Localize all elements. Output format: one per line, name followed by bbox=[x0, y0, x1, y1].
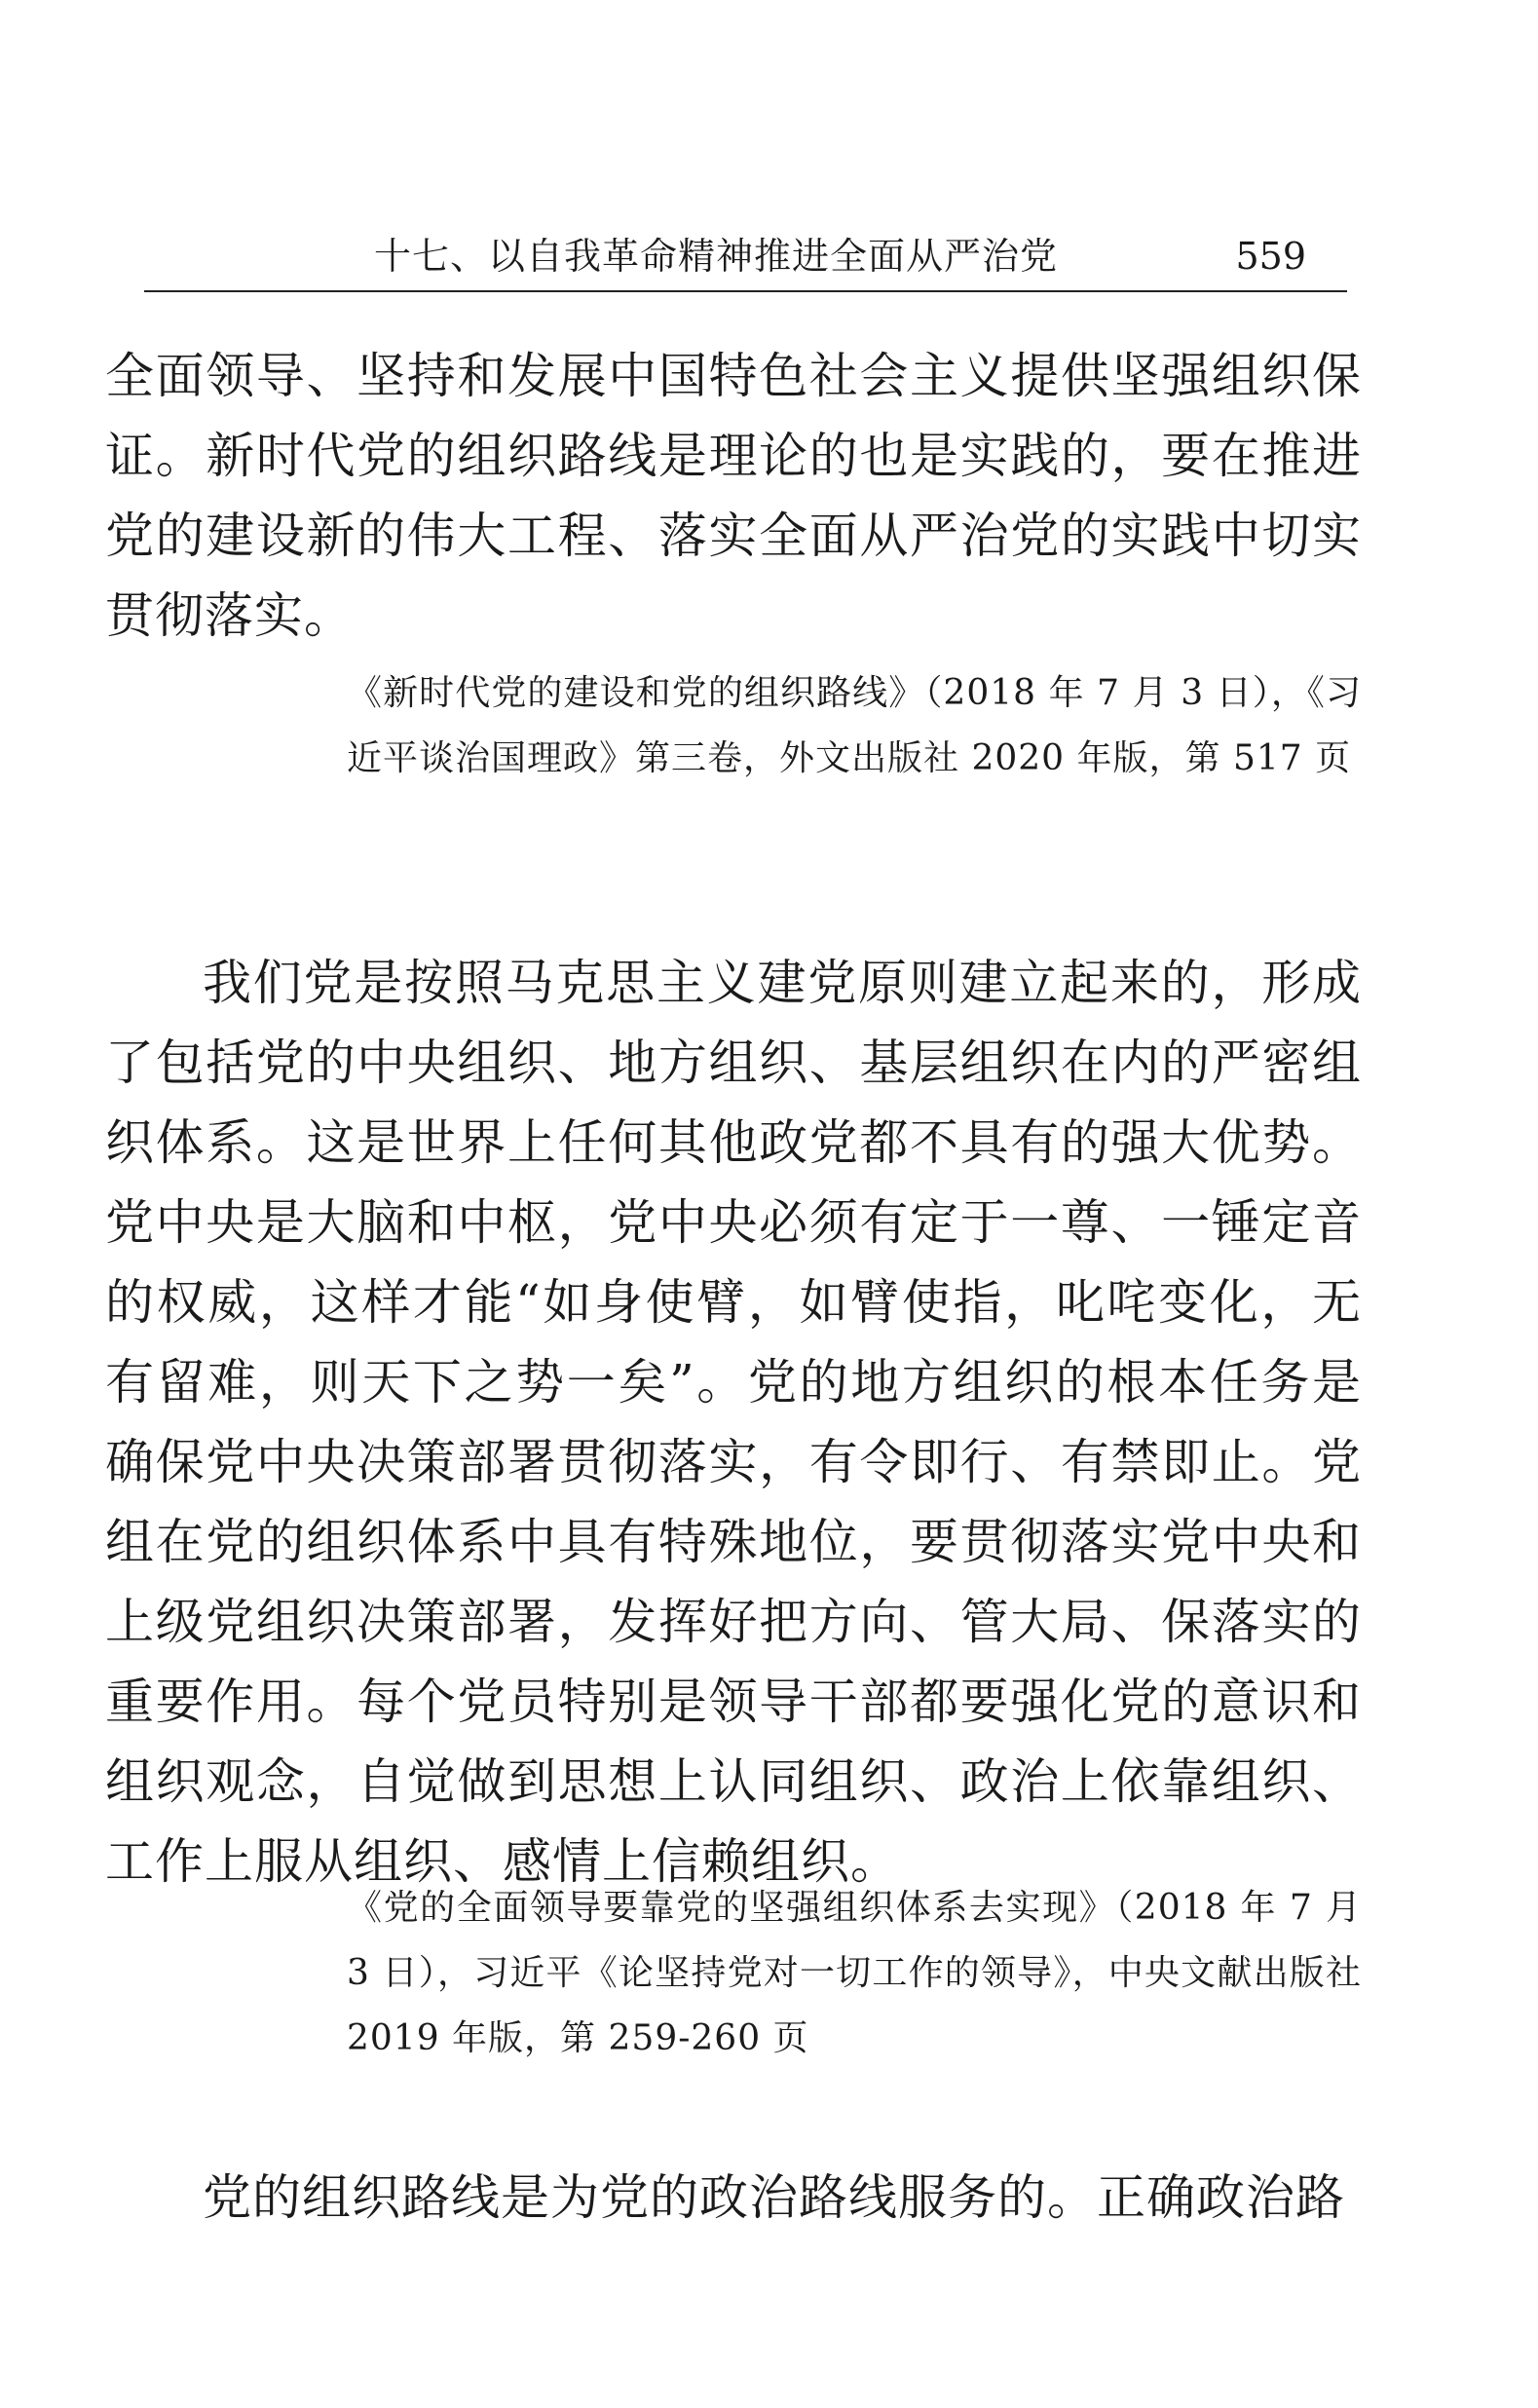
source-citation: 《党的全面领导要靠党的坚强组织体系去实现》（2018 年 7 月 3 日），习近平《论坚持党对一切工作的领导》，中央文献出版社 2019 年版，第 259-260 页 bbox=[347, 1888, 1362, 2058]
paragraph-block bbox=[105, 943, 1362, 1901]
paragraph-block bbox=[105, 2158, 1362, 2238]
body-paragraph: 党的组织路线是为党的政治路线服务的。正确政治路 bbox=[203, 2169, 1345, 2226]
page-number: 559 bbox=[1235, 235, 1306, 278]
chapter-title: 十七、以自我革命精神推进全面从严治党 bbox=[374, 235, 1059, 278]
running-header bbox=[144, 232, 1347, 292]
source-citation: 《新时代党的建设和党的组织路线》（2018 年 7 月 3 日），《习近平谈治国理政》第三卷，外文出版社 2020 年版，第 517 页 bbox=[347, 673, 1362, 778]
body-paragraph: 全面领导、坚持和发展中国特色社会主义提供坚强组织保证。新时代党的组织路线是理论的也是实践的，要在推进党的建设新的伟大工程、落实全面从严治党的实践中切实贯彻落实。 bbox=[105, 348, 1362, 644]
continued-paragraph-block bbox=[105, 336, 1362, 656]
body-paragraph: 我们党是按照马克思主义建党原则建立起来的，形成了包括党的中央组织、地方组织、基层组织在内的严密组织体系。这是世界上任何其他政党都不具有的强大优势。党中央是大脑和中枢，党中央必须有定于一尊、一锤定音的权威，这样才能“如身使臂，如臂使指，叱咤变化，无有留难，则天下之势一矣”。党的地方组织的根本任务是确保党中央决策部署贯彻落实，有令即行、有禁即止。党组在党的组织体系中具有特殊地位，要贯彻落实党中央和上级党组织决策部署，发挥好把方向、管大局、保落实的重要作用。每个党员特别是领导干部都要强化党的意识和组织观念，自觉做到思想上认同组织、政治上依靠组织、工作上服从组织、感情上信赖组织。 bbox=[105, 955, 1362, 1890]
